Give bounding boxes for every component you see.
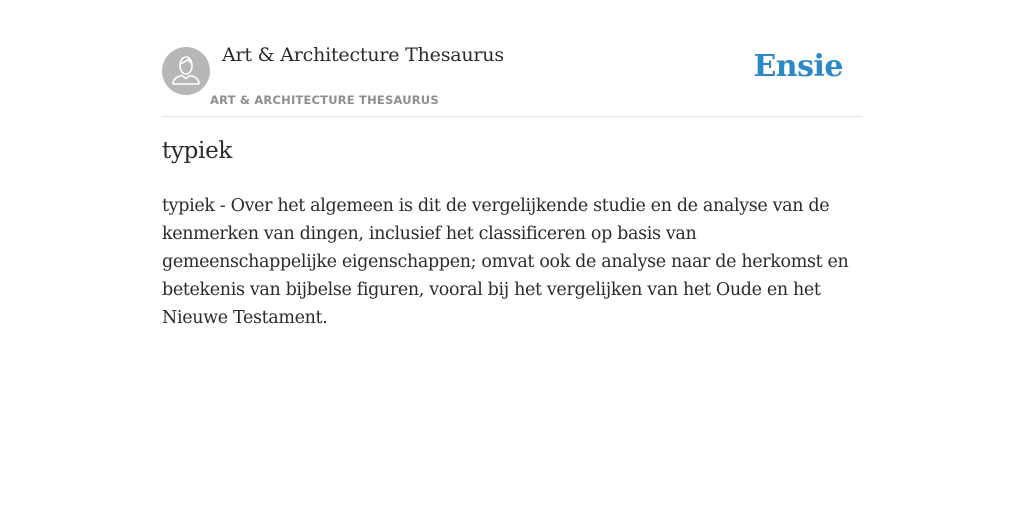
avatar[interactable]	[162, 47, 210, 95]
brand-logo[interactable]: Ensie	[753, 49, 843, 84]
author-subtitle[interactable]: ART & ARCHITECTURE THESAURUS	[210, 93, 439, 107]
user-icon	[162, 47, 210, 95]
author-name[interactable]: Art & Architecture Thesaurus	[222, 44, 504, 66]
header	[162, 0, 862, 117]
entry-title: typiek	[162, 138, 233, 164]
entry-definition: typiek - Over het algemeen is dit de vergelijkende studie en de analyse van de kenmerken van dingen, inclusief het classificeren op basis van gemeenschappelijke eigenschappen; omvat ook de analyse naar de herkomst en betekenis van bijbelse figuren, vooral bij het vergelijken van het Oude en het Nieuwe Testament.	[162, 196, 849, 328]
